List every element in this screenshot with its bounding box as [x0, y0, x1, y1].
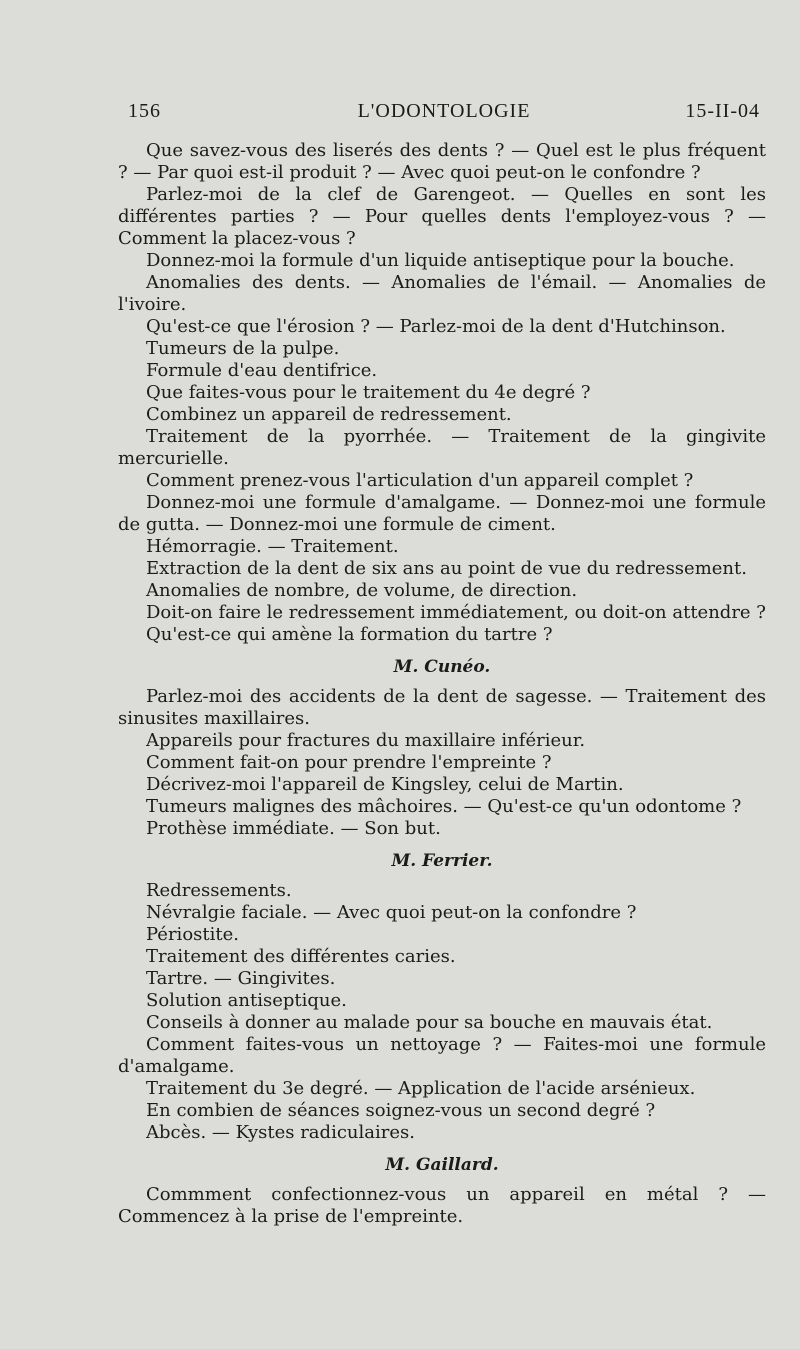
question-paragraph: Combinez un appareil de redressement.: [146, 404, 512, 425]
question-paragraph: Abcès. — Kystes radiculaires.: [146, 1122, 415, 1143]
question-paragraph: Donnez-moi une formule d'amalgame. — Donnez-moi une formule de gutta. — Donnez-moi une formule de ciment.: [118, 492, 766, 535]
question-paragraph: Conseils à donner au malade pour sa bouche en mauvais état.: [146, 1012, 713, 1033]
question-paragraph: Extraction de la dent de six ans au point de vue du redressement.: [146, 558, 747, 579]
issue-date: 15-II-04: [685, 100, 760, 122]
question-paragraph: Tumeurs de la pulpe.: [146, 338, 340, 359]
question-paragraph: Parlez-moi des accidents de la dent de sagesse. — Traitement des sinusites maxillaires.: [118, 686, 766, 729]
question-paragraph: Qu'est-ce que l'érosion ? — Parlez-moi de la dent d'Hutchinson.: [146, 316, 726, 337]
question-paragraph: Doit-on faire le redressement immédiatement, ou doit-on attendre ?: [146, 602, 766, 623]
question-paragraph: Anomalies des dents. — Anomalies de l'émail. — Anomalies de l'ivoire.: [118, 272, 766, 315]
question-paragraph: Qu'est-ce qui amène la formation du tartre ?: [146, 624, 553, 645]
question-paragraph: Traitement du 3e degré. — Application de l'acide arsénieux.: [146, 1078, 696, 1099]
question-paragraph: Formule d'eau dentifrice.: [146, 360, 378, 381]
question-paragraph: Anomalies de nombre, de volume, de direction.: [146, 580, 578, 601]
question-paragraph: Traitement des différentes caries.: [146, 946, 456, 967]
question-paragraph: Comment faites-vous un nettoyage ? — Faites-moi une formule d'amalgame.: [118, 1034, 766, 1077]
question-paragraph: Tumeurs malignes des mâchoires. — Qu'est-ce qu'un odontome ?: [146, 796, 742, 817]
question-paragraph: Que faites-vous pour le traitement du 4e degré ?: [146, 382, 591, 403]
question-paragraph: Redressements.: [146, 880, 292, 901]
page-number: 156: [128, 100, 161, 122]
journal-title: L'ODONTOLOGIE: [357, 100, 531, 122]
question-paragraph: Névralgie faciale. — Avec quoi peut-on la confondre ?: [146, 902, 637, 923]
question-paragraph: Donnez-moi la formule d'un liquide antiseptique pour la bouche.: [146, 250, 735, 271]
question-paragraph: Comment prenez-vous l'articulation d'un appareil complet ?: [146, 470, 694, 491]
question-paragraph: Comment fait-on pour prendre l'empreinte ?: [146, 752, 552, 773]
page-body: [118, 140, 766, 1228]
question-paragraph: Parlez-moi de la clef de Garengeot. — Quelles en sont les différentes parties ? — Pour quelles dents l'employez-vous ? — Comment la placez-vous ?: [118, 184, 766, 249]
question-paragraph: Hémorragie. — Traitement.: [146, 536, 399, 557]
question-paragraph: Appareils pour fractures du maxillaire inférieur.: [146, 730, 586, 751]
question-paragraph: Tartre. — Gingivites.: [146, 968, 336, 989]
question-paragraph: Solution antiseptique.: [146, 990, 347, 1011]
question-paragraph: Prothèse immédiate. — Son but.: [146, 818, 441, 839]
examiner-heading: M. Cunéo.: [393, 657, 491, 677]
question-paragraph: Décrivez-moi l'appareil de Kingsley, celui de Martin.: [146, 774, 624, 795]
question-paragraph: Commment confectionnez-vous un appareil en métal ? — Commencez à la prise de l'empreinte.: [118, 1184, 766, 1227]
question-paragraph: Périostite.: [146, 924, 239, 945]
question-paragraph: Traitement de la pyorrhée. — Traitement de la gingivite mercurielle.: [118, 426, 766, 469]
examiner-heading: M. Gaillard.: [385, 1155, 499, 1175]
running-header: [128, 100, 760, 130]
question-paragraph: Que savez-vous des liserés des dents ? — Quel est le plus fréquent ? — Par quoi est-il produit ? — Avec quoi peut-on le confondre ?: [118, 140, 766, 183]
examiner-heading: M. Ferrier.: [391, 851, 493, 871]
question-paragraph: En combien de séances soignez-vous un second degré ?: [146, 1100, 656, 1121]
